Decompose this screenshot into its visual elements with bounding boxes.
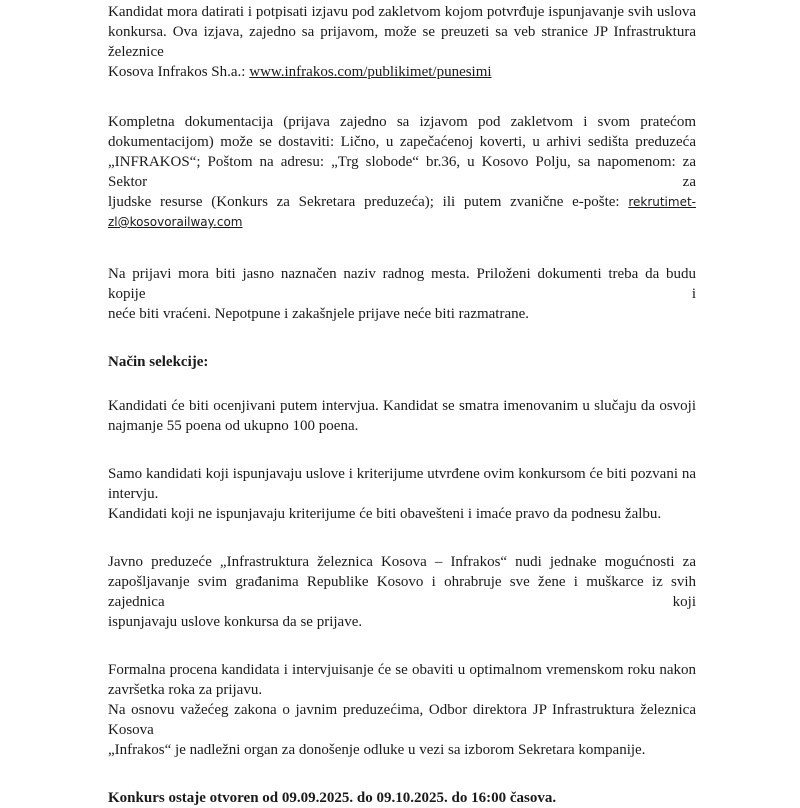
text-line: Na osnovu važećeg zakona o javnim preduzećima, Odbor direktora JP Infrastruktura železnica Kosova [108, 702, 696, 738]
text-segment: Kosova Infrakos Sh.a.: [108, 64, 250, 80]
text-line: ispunjavaju uslove konkursa da se prijave. [108, 614, 363, 630]
paragraph-equal-opportunity [108, 552, 696, 632]
text-line: „Infrakos“ je nadležni organ za donošenje odluke u vezi sa izborom Sekretara kompanije. [108, 742, 646, 758]
text-line: završetka roka za prijavu. [108, 682, 263, 698]
text-line [108, 212, 696, 232]
text-line: Kandidat mora datirati i potpisati izjavu pod zakletvom kojom potvrđuje ispunjavanje svih uslova [108, 4, 696, 20]
paragraph-position-name [108, 264, 696, 324]
paragraph-declaration [108, 2, 696, 82]
text-line: neće biti vraćeni. Nepotpune i zakašnjele prijave neće biti razmatrane. [108, 306, 530, 322]
text-line: Kandidati će biti ocenjivani putem intervjua. Kandidat se smatra imenovanim u slučaju da osvoji [108, 398, 696, 414]
text-line: Formalna procena kandidata i intervjuisanje će se obaviti u optimalnom vremenskom roku nakon [108, 662, 696, 678]
document-page [108, 2, 696, 808]
email-link[interactable]: rekrutimet- [628, 195, 696, 209]
text-line [108, 62, 696, 82]
text-line: Kompletna dokumentacija (prijava zajedno sa izjavom pod zakletvom i svom pratećom [108, 114, 696, 130]
email-link-continued[interactable]: zl@kosovorailway.com [108, 215, 243, 229]
text-line: Kandidati koji ne ispunjavaju kriterijume će biti obavešteni i imaće pravo da podnesu žalbu. [108, 506, 662, 522]
paragraph-evaluation [108, 396, 696, 436]
text-line: konkursa. Ova izjava, zajedno sa prijavom, može se preuzeti sa veb stranice JP Infrastruktura železnice [108, 24, 696, 60]
text-line: „INFRAKOS“; Poštom na adresu: „Trg slobode“ br.36, u Kosovo Polju, sa napomenom: za Sektor za [108, 154, 696, 190]
text-line: Javno preduzeće „Infrastruktura železnica Kosova – Infrakos“ nudi jednake mogućnosti za [108, 554, 696, 570]
paragraph-interview [108, 464, 696, 524]
text-line: Na prijavi mora biti jasno naznačen naziv radnog mesta. Priloženi dokumenti treba da budu kopije i [108, 266, 696, 302]
text-line: najmanje 55 poena od ukupno 100 poena. [108, 418, 359, 434]
text-line: intervju. [108, 486, 159, 502]
text-line: zapošljavanje svim građanima Republike Kosovo i ohrabruje sve žene i muškarce iz svih zajednica koji [108, 574, 696, 610]
text-line [108, 192, 696, 212]
closing-statement: Konkurs ostaje otvoren od 09.09.2025. do 09.10.2025. do 16:00 časova. [108, 790, 557, 806]
paragraph-procedure [108, 660, 696, 760]
download-link[interactable]: www.infrakos.com/publikimet/punesimi [249, 64, 492, 80]
section-heading: Način selekcije: [108, 354, 209, 370]
text-line: dokumentacijom) može se dostaviti: Lično, u zapečaćenoj koverti, u arhivi sedišta preduzeća [108, 134, 696, 150]
paragraph-documentation [108, 112, 696, 232]
text-line: Samo kandidati koji ispunjavaju uslove i kriterijume utvrđene ovim konkursom će biti pozvani na [108, 466, 696, 482]
text-segment: ljudske resurse (Konkurs za Sekretara preduzeća); ili putem zvanične e-pošte: [108, 194, 629, 210]
